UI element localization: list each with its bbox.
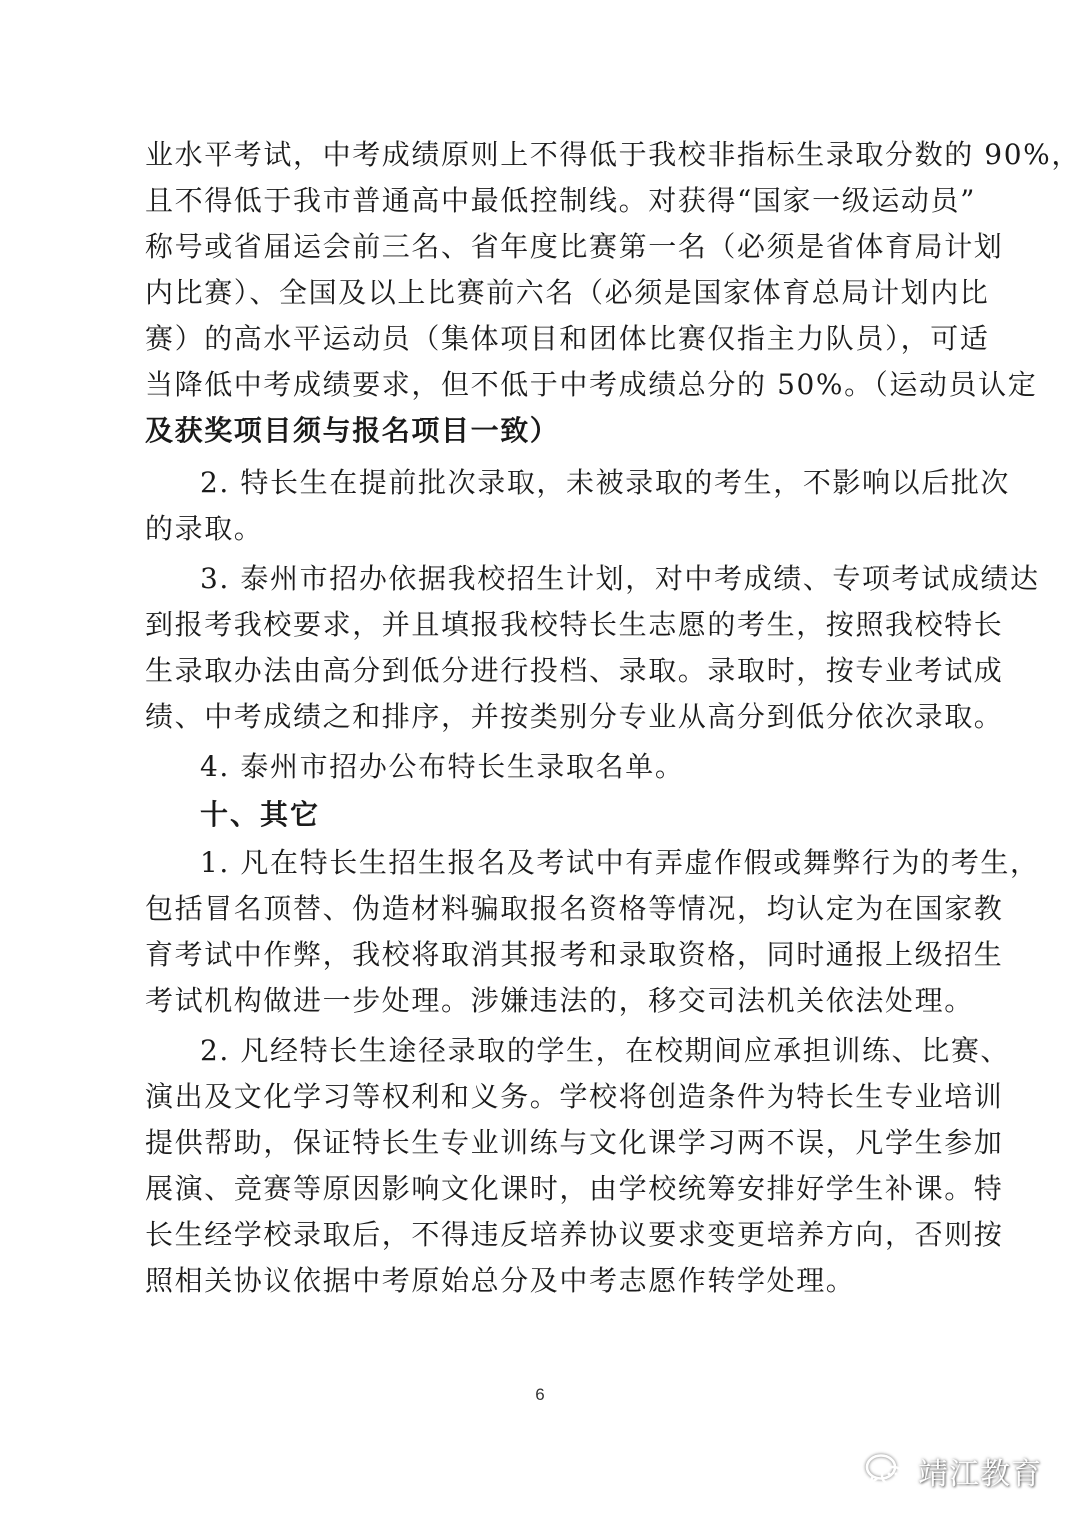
paragraph-line: 内比赛）、全国及以上比赛前六名（必须是国家体育总局计划内比 — [145, 276, 990, 309]
paragraph-line: 且不得低于我市普通高中最低控制线。对获得“国家一级运动员” — [145, 184, 977, 217]
item-3-line: 到报考我校要求，并且填报我校特长生志愿的考生，按照我校特长 — [145, 608, 1004, 641]
item-3-line: 生录取办法由高分到低分进行投档、录取。录取时，按专业考试成 — [145, 654, 1004, 687]
paragraph-line: 业水平考试，中考成绩原则上不得低于我校非指标生录取分数的 90%， — [145, 138, 1081, 171]
wechat-watermark — [864, 1446, 1042, 1496]
other-2-line: 提供帮助，保证特长生专业训练与文化课学习两不误，凡学生参加 — [145, 1126, 1004, 1159]
other-1-line: 1. 凡在特长生招生报名及考试中有弄虚作假或舞弊行为的考生， — [200, 846, 1040, 879]
watermark-label: 靖江教育 — [918, 1457, 1042, 1492]
other-1-line: 考试机构做进一步处理。涉嫌违法的，移交司法机关依法处理。 — [145, 984, 974, 1017]
paragraph-line: 当降低中考成绩要求，但不低于中考成绩总分的 50%。（运动员认定 — [145, 368, 1038, 401]
other-2-line: 2. 凡经特长生途径录取的学生，在校期间应承担训练、比赛、 — [200, 1034, 1011, 1067]
paragraph-line: 赛）的高水平运动员（集体项目和团体比赛仅指主力队员），可适 — [145, 322, 990, 355]
section-heading: 十、其它 — [200, 798, 321, 831]
item-3-line: 绩、中考成绩之和排序，并按类别分专业从高分到低分依次录取。 — [145, 700, 1004, 733]
other-2-line: 长生经学校录取后，不得违反培养协议要求变更培养方向，否则按 — [145, 1218, 1004, 1251]
item-2-line: 的录取。 — [145, 512, 264, 545]
item-3-line: 3. 泰州市招办依据我校招生计划，对中考成绩、专项考试成绩达 — [200, 562, 1040, 595]
item-2-line: 2. 特长生在提前批次录取，未被录取的考生，不影响以后批次 — [200, 466, 1011, 499]
other-2-line: 照相关协议依据中考原始总分及中考志愿作转学处理。 — [145, 1264, 856, 1297]
other-2-line: 展演、竞赛等原因影响文化课时，由学校统筹安排好学生补课。特 — [145, 1172, 1004, 1205]
other-1-line: 包括冒名顶替、伪造材料骗取报名资格等情况，均认定为在国家教 — [145, 892, 1004, 925]
paragraph-line: 称号或省届运会前三名、省年度比赛第一名（必须是省体育局计划 — [145, 230, 1004, 263]
page-number: 6 — [535, 1385, 545, 1404]
item-4-line: 4. 泰州市招办公布特长生录取名单。 — [200, 750, 685, 783]
other-1-line: 育考试中作弊，我校将取消其报考和录取资格，同时通报上级招生 — [145, 938, 1004, 971]
wechat-icon — [864, 1451, 908, 1491]
paragraph-line-bold: 及获奖项目须与报名项目一致） — [145, 414, 560, 447]
other-2-line: 演出及文化学习等权利和义务。学校将创造条件为特长生专业培训 — [145, 1080, 1004, 1113]
